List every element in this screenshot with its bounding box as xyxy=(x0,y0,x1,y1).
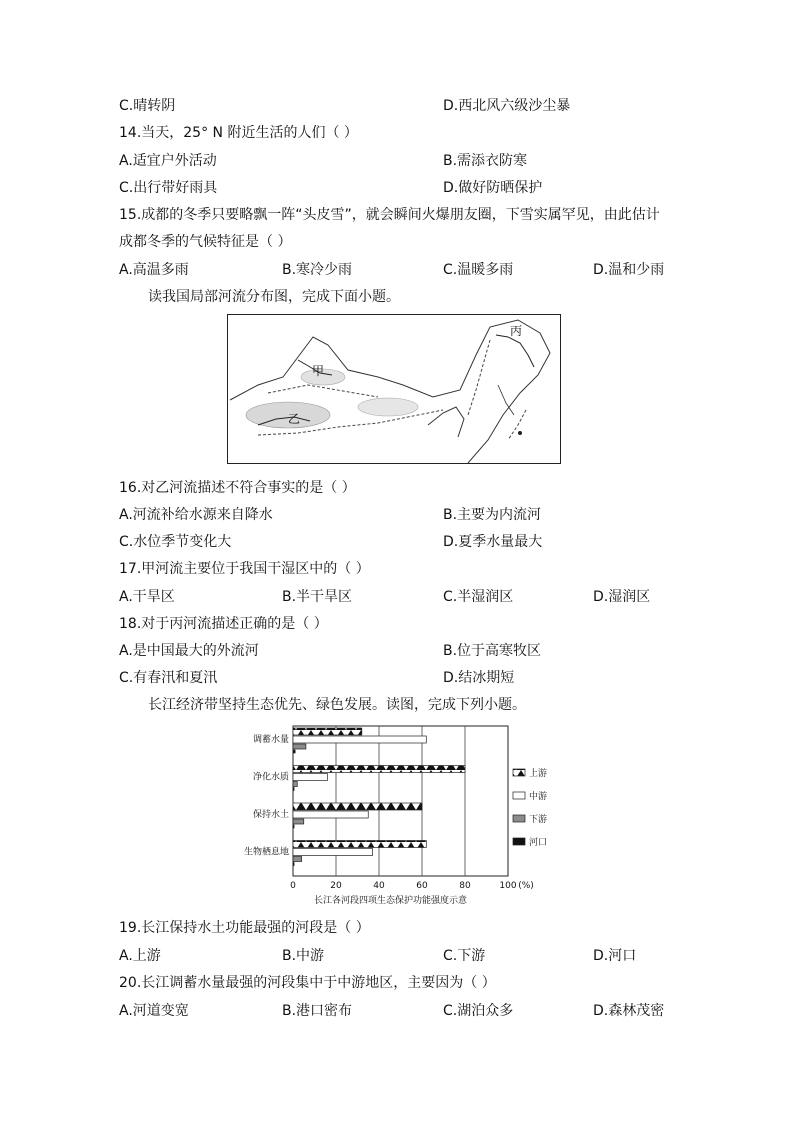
q13-option-d: D.西北风六级沙尘暴 xyxy=(443,98,571,114)
chart-category-label: 生物栖息地 xyxy=(243,847,289,858)
chart-category-label: 保持水土 xyxy=(252,810,289,820)
chart-bar xyxy=(293,819,304,824)
chart-bar xyxy=(293,849,373,856)
q18-option-a: A.是中国最大的外流河 xyxy=(119,643,259,659)
q14-option-d: D.做好防晒保护 xyxy=(443,180,543,196)
q15-option-a: A.高温多雨 xyxy=(119,262,189,278)
q13-option-c: C.晴转阴 xyxy=(119,98,176,114)
q17-option-a: A.干旱区 xyxy=(119,589,175,605)
chart-bar xyxy=(293,736,426,743)
desert-area xyxy=(358,398,418,416)
q20-option-a: A.河道变宽 xyxy=(119,1003,189,1019)
q15-stem-line2: 成都冬季的气候特征是（ ） xyxy=(119,234,292,250)
map-label-jia: 甲 xyxy=(312,364,325,378)
q20-option-b: B.港口密布 xyxy=(282,1003,353,1019)
ecology-function-chart-svg xyxy=(236,722,566,912)
map-label-bing: 丙 xyxy=(510,324,523,338)
chart-tick-label: 100 xyxy=(499,881,517,891)
q16-stem: 16.对乙河流描述不符合事实的是（ ） xyxy=(119,480,356,496)
chart-intro: 长江经济带坚持生态优先、绿色发展。读图，完成下列小题。 xyxy=(148,697,526,713)
map-intro: 读我国局部河流分布图，完成下面小题。 xyxy=(148,289,400,305)
q15-option-d: D.温和少雨 xyxy=(593,262,665,278)
chart-bar xyxy=(293,803,422,810)
q20-option-d: D.森林茂密 xyxy=(593,1003,665,1019)
q18-option-b: B.位于高寒牧区 xyxy=(443,643,542,659)
q14-option-b: B.需添衣防寒 xyxy=(443,153,528,169)
chart-legend-swatch xyxy=(513,838,525,845)
map-label-yi: 乙 xyxy=(288,412,301,426)
q17-stem: 17.甲河流主要位于我国干湿区中的（ ） xyxy=(119,561,370,577)
city-dot xyxy=(518,431,522,435)
q16-option-b: B.主要为内流河 xyxy=(443,507,542,523)
chart-bar xyxy=(293,863,294,866)
chart-bar xyxy=(293,825,294,828)
river-map-drawing xyxy=(228,315,561,464)
chart-bar xyxy=(293,782,297,787)
chart-bar xyxy=(293,728,362,735)
chart-tick-label: 20 xyxy=(330,881,342,891)
chart-bar xyxy=(293,774,327,781)
q14-option-c: C.出行带好雨具 xyxy=(119,180,218,196)
chart-bar xyxy=(293,857,302,862)
q18-option-d: D.结冰期短 xyxy=(443,670,515,686)
river-bing xyxy=(496,335,534,367)
q16-option-d: D.夏季水量最大 xyxy=(443,534,543,550)
q19-option-d: D.河口 xyxy=(593,948,637,964)
q16-option-c: C.水位季节变化大 xyxy=(119,534,232,550)
chart-bar xyxy=(293,788,294,791)
chart-bar xyxy=(293,744,306,749)
chart-bar xyxy=(293,841,426,848)
chart-bar xyxy=(293,766,465,773)
chart-legend-label: 河口 xyxy=(529,838,548,848)
chart-tick-label: 60 xyxy=(416,881,428,891)
chart-legend-swatch xyxy=(513,792,525,799)
chart-title: 长江各河段四项生态保护功能强度示意 xyxy=(313,896,468,906)
q19-stem: 19.长江保持水土功能最强的河段是（ ） xyxy=(119,920,370,936)
q18-stem: 18.对于丙河流描述正确的是（ ） xyxy=(119,616,328,632)
chart-legend-label: 上游 xyxy=(529,769,548,779)
chart-legend-swatch xyxy=(513,769,525,776)
chart-bar xyxy=(293,750,295,753)
mountain-range-greater-khingan xyxy=(468,340,490,415)
q17-option-d: D.湿润区 xyxy=(593,589,651,605)
chart-legend-label: 下游 xyxy=(529,815,548,825)
q15-option-c: C.温暖多雨 xyxy=(443,262,514,278)
q19-option-c: C.下游 xyxy=(443,948,486,964)
q19-option-b: B.中游 xyxy=(282,948,325,964)
q20-option-c: C.湖泊众多 xyxy=(443,1003,514,1019)
chart-category-label: 净化水质 xyxy=(252,772,289,783)
q14-stem: 14.当天，25° N 附近生活的人们（ ） xyxy=(119,125,358,141)
mountain-range-tianshan xyxy=(268,385,378,397)
q15-stem-line1: 15.成都的冬季只要略飘一阵“头皮雪”，就会瞬间火爆朋友圈，下雪实属罕见，由此估计 xyxy=(119,207,660,223)
chart-legend-swatch xyxy=(513,815,525,822)
q18-option-c: C.有春汛和夏汛 xyxy=(119,670,218,686)
mountain-range-changbai xyxy=(508,410,526,440)
q15-option-b: B.寒冷少雨 xyxy=(282,262,353,278)
chart-tick-label: 40 xyxy=(373,881,385,891)
chart-category-label: 调蓄水量 xyxy=(252,735,289,745)
chart-legend-label: 中游 xyxy=(529,792,548,802)
ecology-function-chart xyxy=(236,722,566,912)
q17-option-b: B.半干旱区 xyxy=(282,589,353,605)
q14-option-a: A.适宜户外活动 xyxy=(119,153,217,169)
q17-option-c: C.半湿润区 xyxy=(443,589,514,605)
q16-option-a: A.河流补给水源来自降水 xyxy=(119,507,273,523)
chart-x-unit: (%) xyxy=(518,881,534,891)
chart-bar xyxy=(293,811,368,818)
chart-tick-label: 80 xyxy=(459,881,471,891)
chart-tick-label: 0 xyxy=(290,881,296,891)
river-map xyxy=(227,314,561,464)
q19-option-a: A.上游 xyxy=(119,948,161,964)
q20-stem: 20.长江调蓄水量最强的河段集中于中游地区，主要因为（ ） xyxy=(119,975,496,991)
